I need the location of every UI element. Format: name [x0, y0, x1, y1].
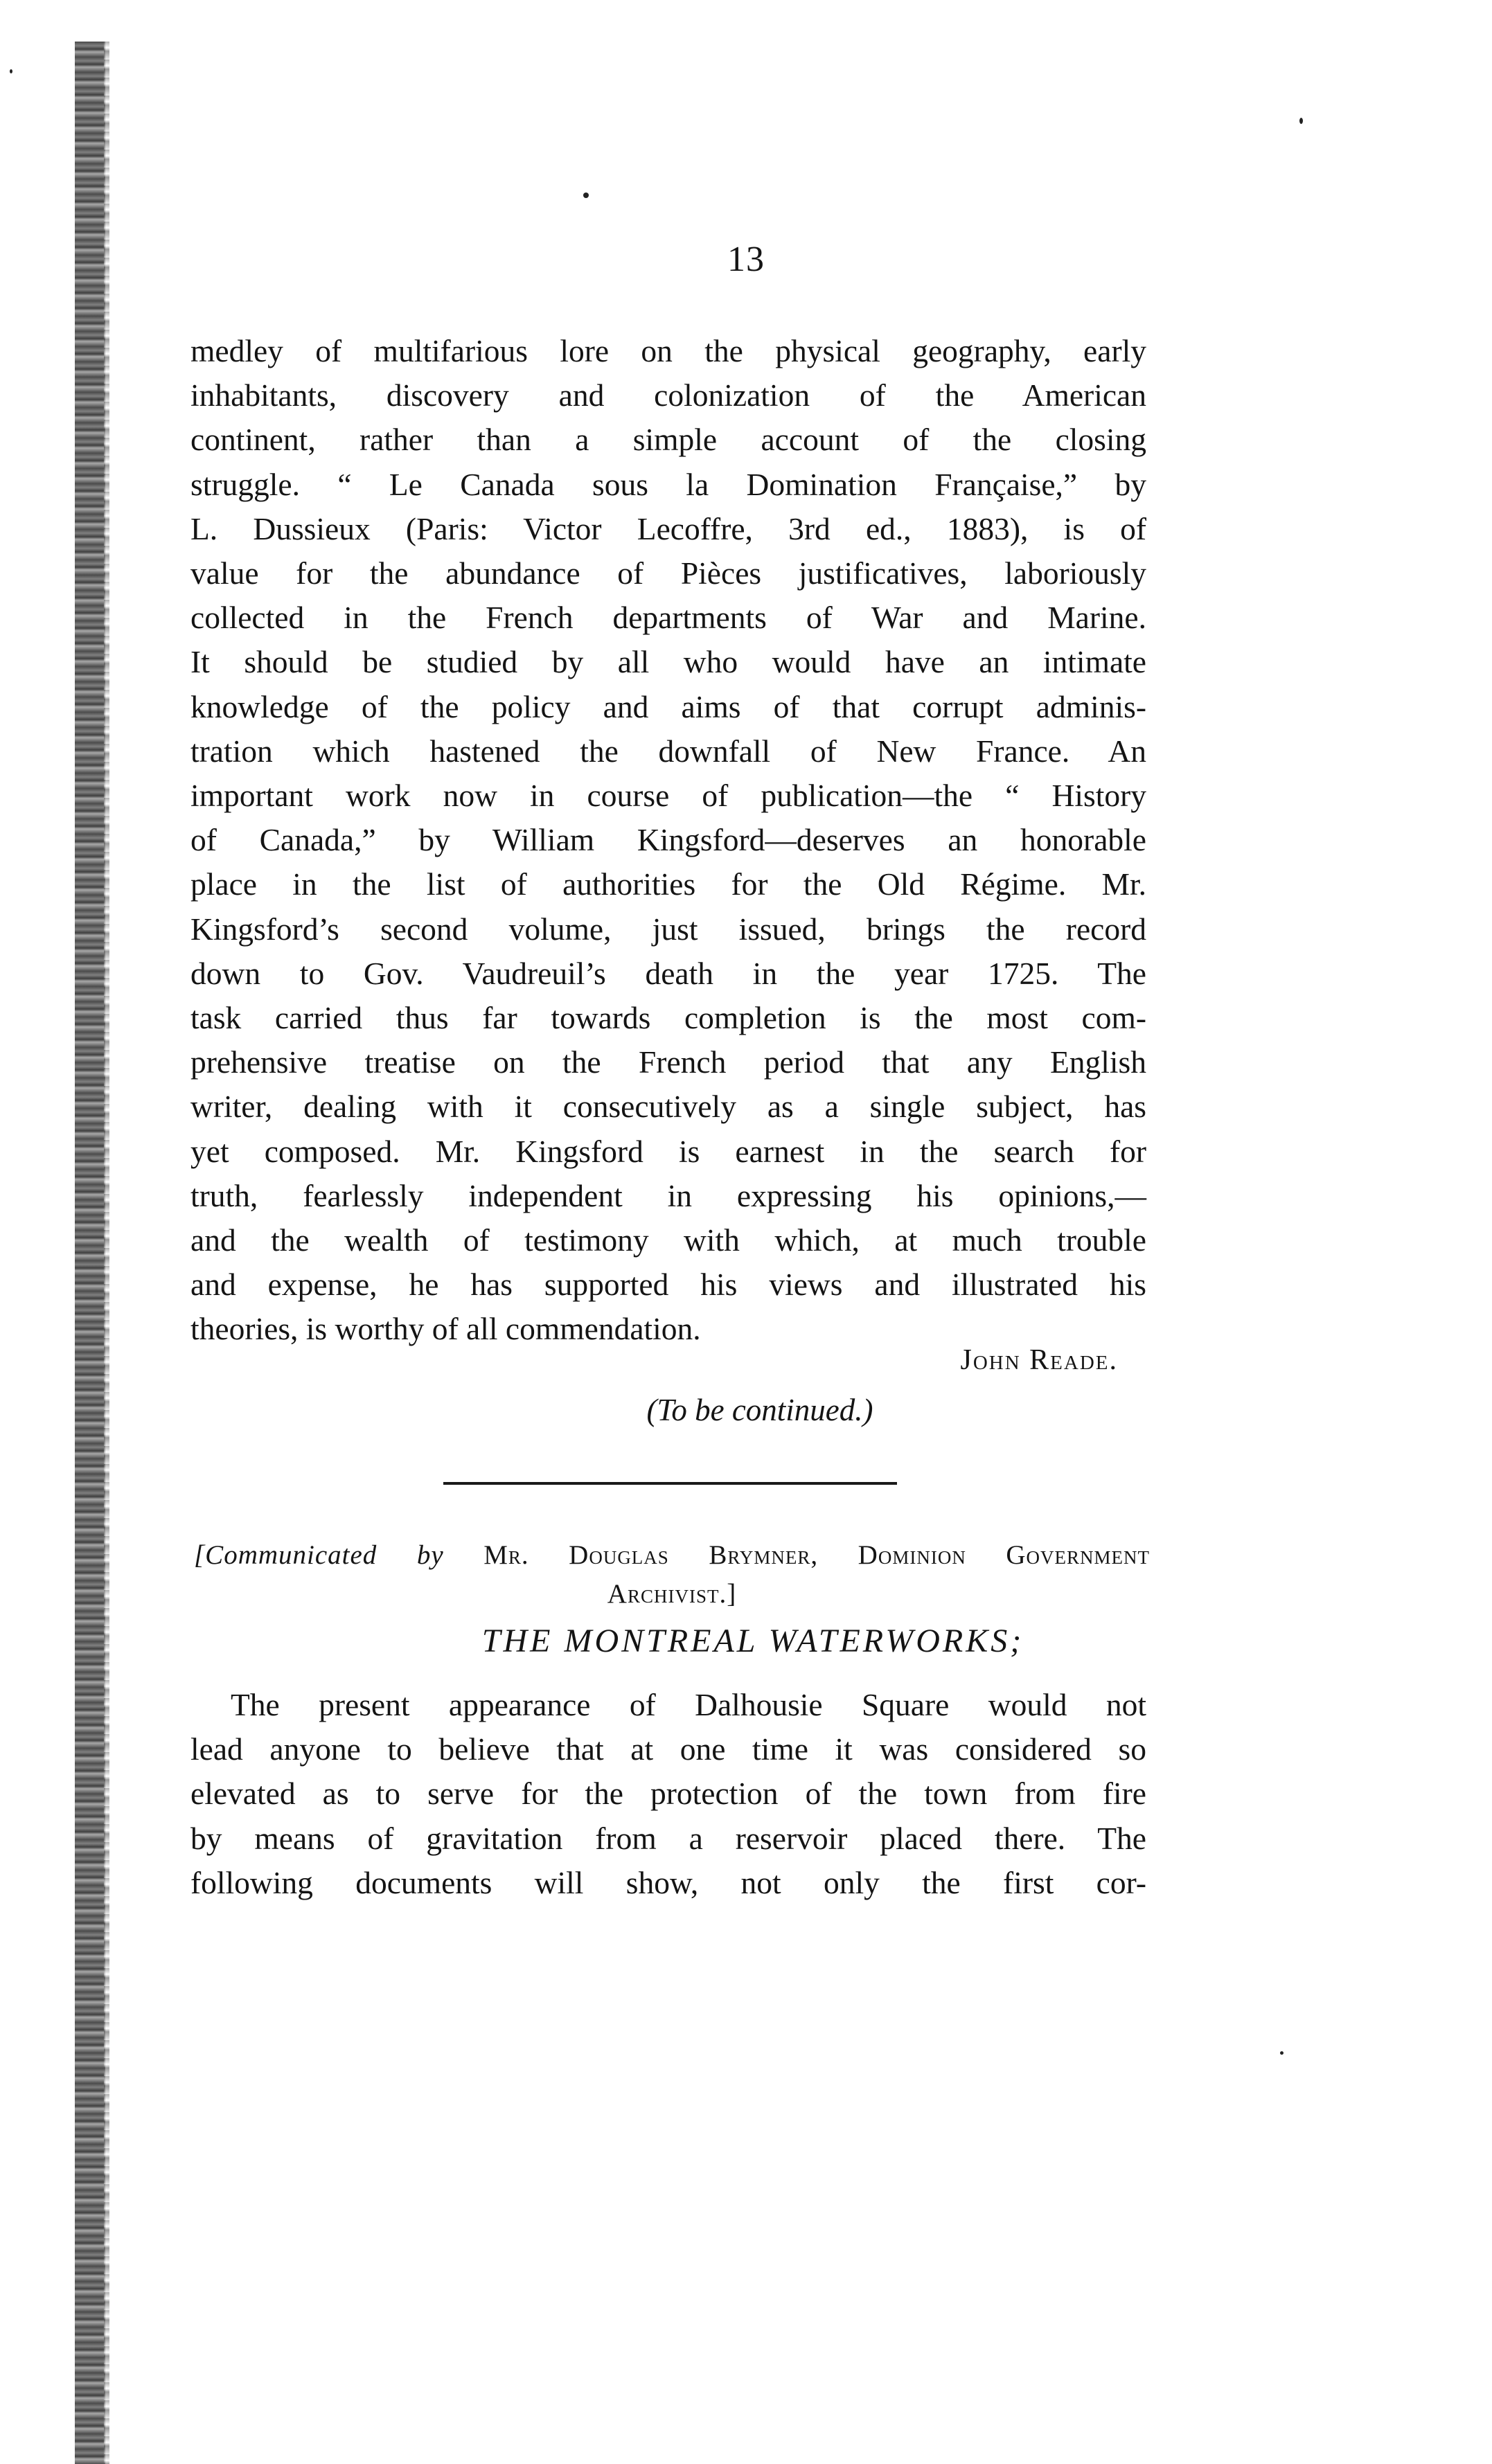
- text-line: following documents will show, not only the first cor-: [190, 1864, 1146, 1900]
- text-line: tration which hastened the downfall of New France. An: [190, 733, 1146, 769]
- text-line: and the wealth of testimony with which, at much trouble: [190, 1222, 1146, 1258]
- text-line: yet composed. Mr. Kingsford is earnest in the search for: [190, 1133, 1146, 1169]
- scan-binding-edge: [75, 42, 105, 2464]
- scan-speck: [583, 193, 589, 198]
- scan-speck: [1299, 118, 1303, 124]
- text-line: value for the abundance of Pièces justificatives, laboriously: [190, 555, 1146, 591]
- section-divider: [443, 1482, 897, 1485]
- scan-binding-shadow: [104, 42, 109, 2464]
- text-line: struggle. “ Le Canada sous la Domination Française,” by: [190, 466, 1146, 502]
- communication-line: Archivist.]: [607, 1579, 737, 1609]
- text-line: theories, is worthy of all commendation.: [190, 1311, 701, 1347]
- text-line: of Canada,” by William Kingsford—deserves an honorable: [190, 822, 1146, 858]
- continued-note: (To be continued.): [646, 1393, 873, 1427]
- paragraph-continued: [190, 329, 1146, 1352]
- text-line: The present appearance of Dalhousie Square would not: [231, 1687, 1146, 1722]
- communication-note: [194, 1536, 1150, 1614]
- text-line: Kingsford’s second volume, just issued, brings the record: [190, 911, 1146, 947]
- text-line: elevated as to serve for the protection of the town from fire: [190, 1776, 1146, 1812]
- scan-speck: [10, 69, 12, 73]
- text-line: It should be studied by all who would have an intimate: [190, 644, 1146, 680]
- text-line: and expense, he has supported his views and illustrated his: [190, 1267, 1146, 1303]
- text-line: medley of multifarious lore on the physical geography, early: [190, 333, 1146, 368]
- text-line: lead anyone to believe that at one time it was considered so: [190, 1731, 1146, 1767]
- article-paragraph: [190, 1683, 1146, 1905]
- text-line: prehensive treatise on the French period that any English: [190, 1044, 1146, 1080]
- text-line: L. Dussieux (Paris: Victor Lecoffre, 3rd ed., 1883), is of: [190, 510, 1146, 546]
- page-number: 13: [727, 240, 765, 279]
- text-line: by means of gravitation from a reservoir placed there. The: [190, 1820, 1146, 1856]
- text-line: important work now in course of publication—the “ History: [190, 778, 1146, 814]
- text-line: truth, fearlessly independent in expressing his opinions,—: [190, 1177, 1146, 1213]
- article-title: THE MONTREAL WATERWORKS;: [481, 1623, 1024, 1659]
- communication-lead: [Communicated by: [194, 1540, 444, 1570]
- text-line: collected in the French departments of War and Marine.: [190, 600, 1146, 636]
- communication-source: Mr. Douglas Brymner, Dominion Government: [483, 1540, 1150, 1570]
- text-line: continent, rather than a simple account of the closing: [190, 422, 1146, 458]
- author-signature: John Reade.: [960, 1344, 1118, 1376]
- text-line: inhabitants, discovery and colonization of the American: [190, 377, 1146, 413]
- text-line: writer, dealing with it consecutively as a single subject, has: [190, 1089, 1146, 1125]
- text-line: down to Gov. Vaudreuil’s death in the year 1725. The: [190, 955, 1146, 991]
- scan-speck: [1280, 2051, 1284, 2055]
- text-line: knowledge of the policy and aims of that corrupt adminis-: [190, 688, 1146, 724]
- communication-line: [194, 1536, 1150, 1575]
- text-line: place in the list of authorities for the Old Régime. Mr.: [190, 866, 1146, 902]
- text-line: task carried thus far towards completion is the most com-: [190, 1000, 1146, 1036]
